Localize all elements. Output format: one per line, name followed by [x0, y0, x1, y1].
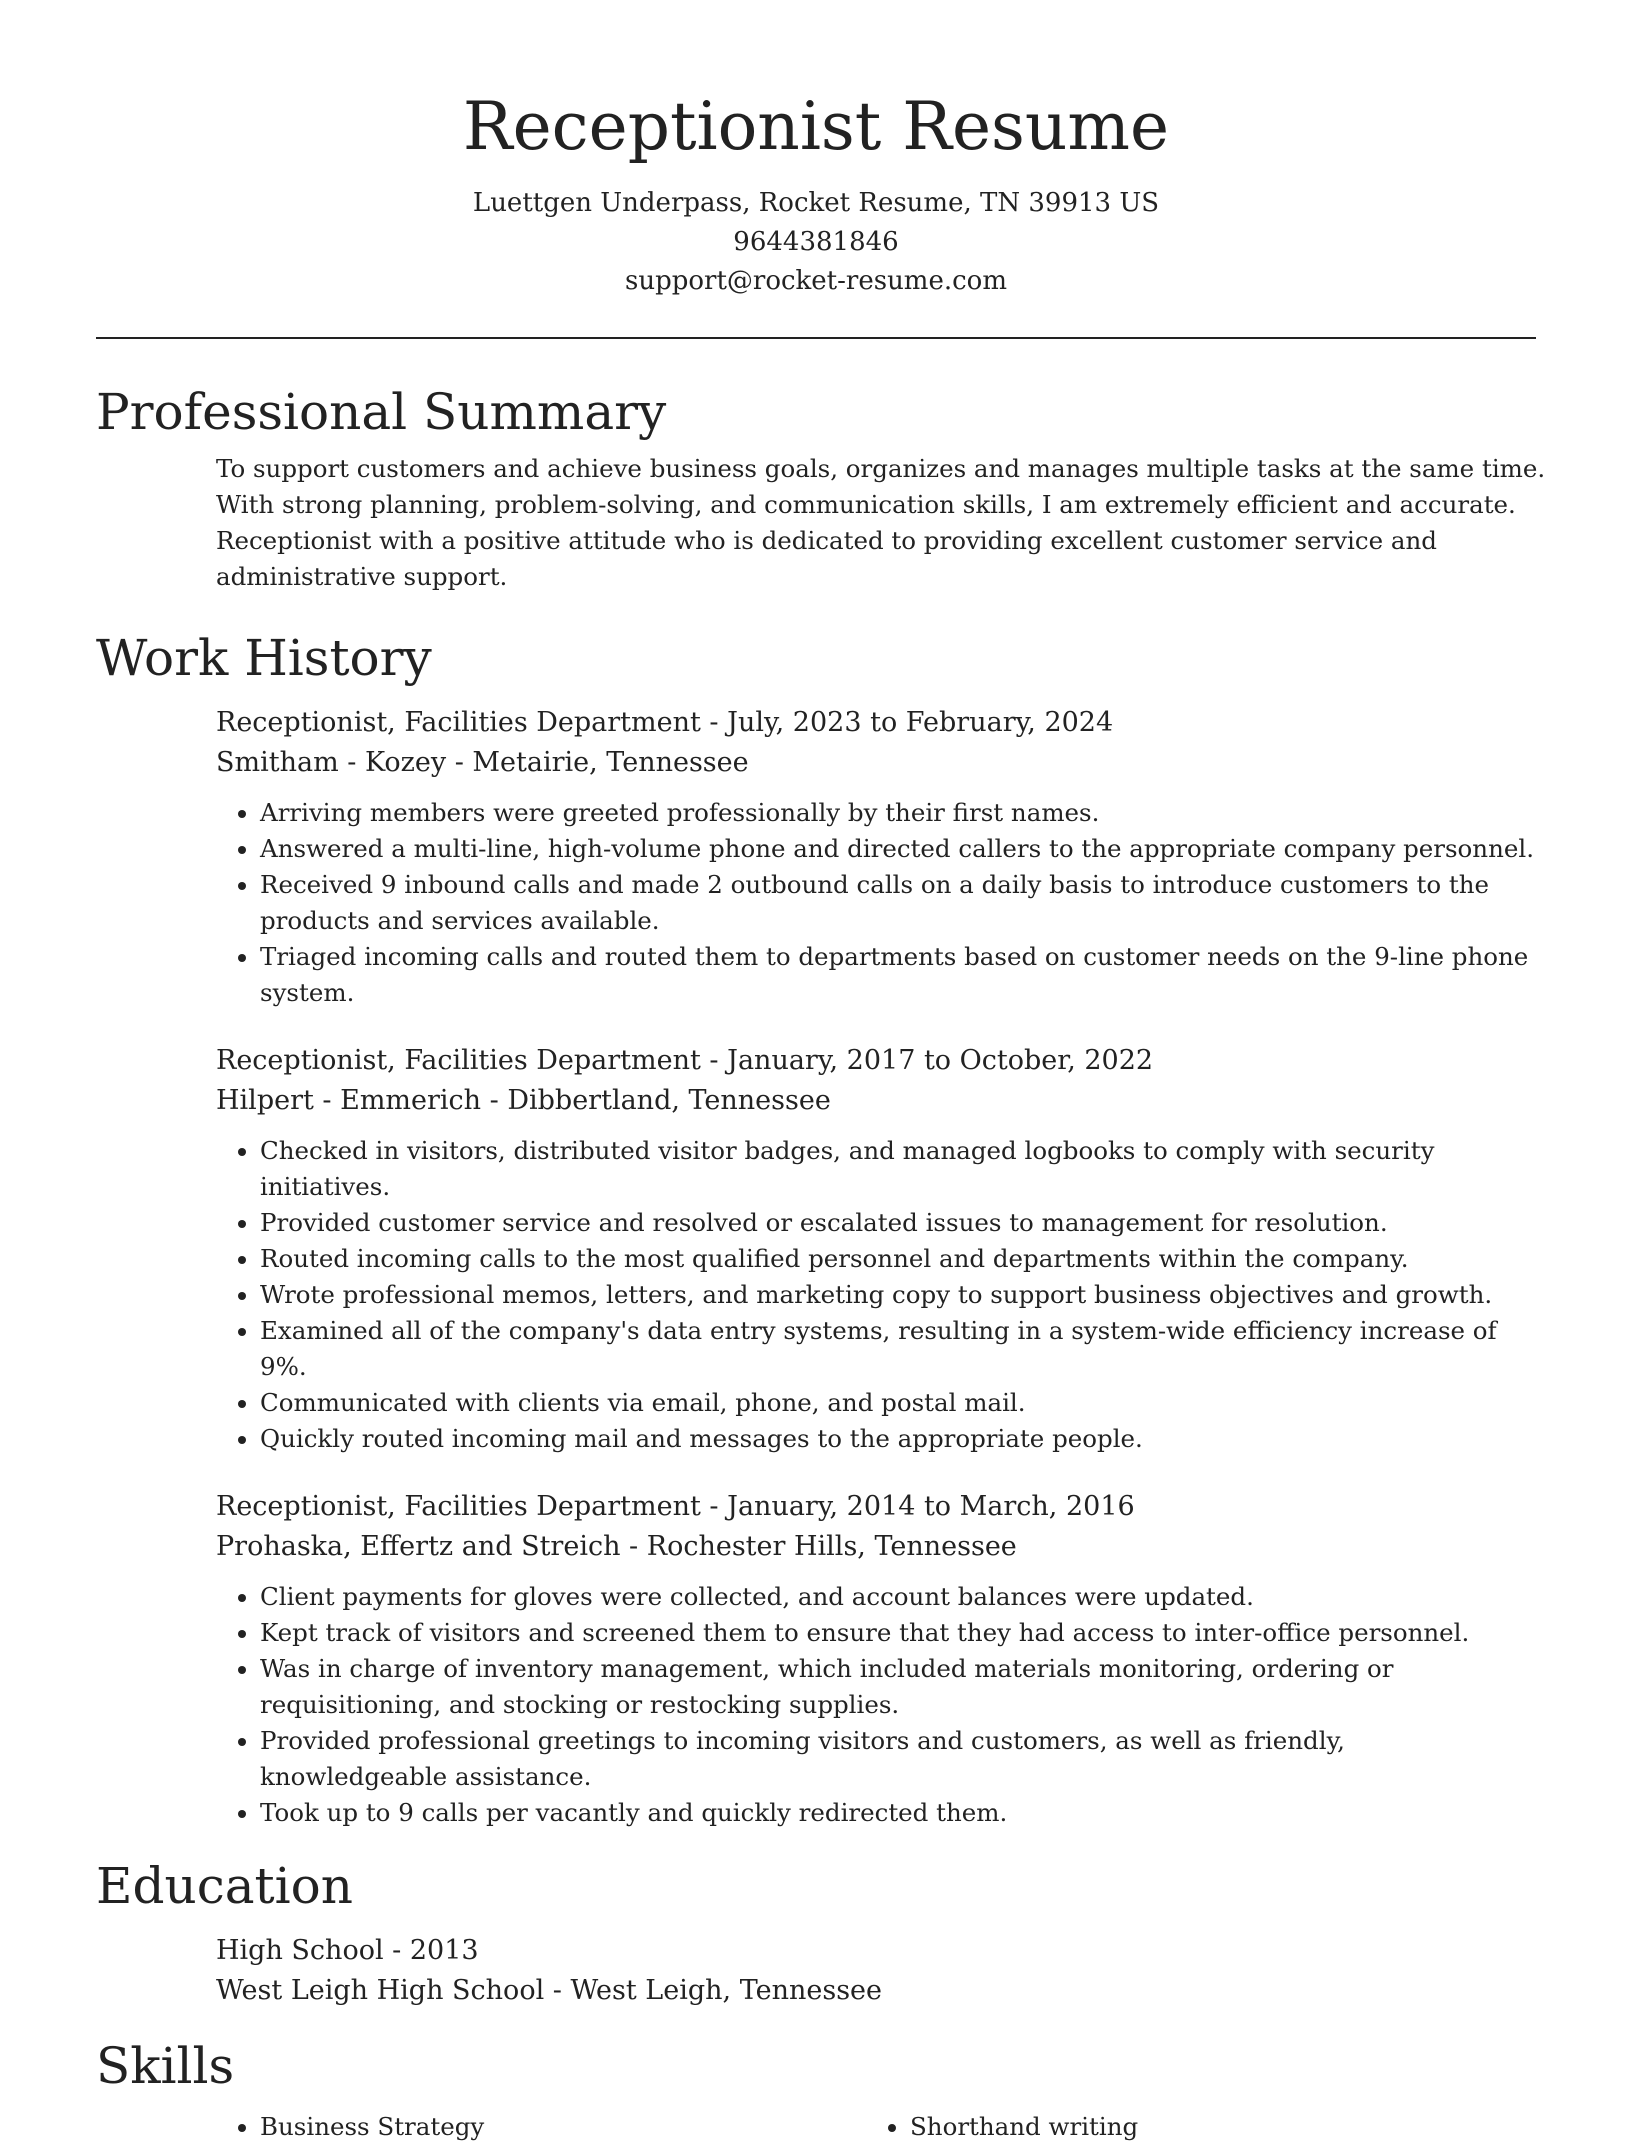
skills-list [866, 2109, 1516, 2145]
job-bullet: • Routed incoming calls to the most qualified personnel and departments within the company. [260, 1241, 1536, 1277]
education-school: West Leigh High School - West Leigh, Tennessee [216, 1975, 883, 2006]
header-divider [96, 337, 1536, 339]
education-section [96, 1853, 1536, 2011]
skills-list [216, 2109, 866, 2145]
job-bullet: • Wrote professional memos, letters, and marketing copy to support business objectives and growth. [260, 1277, 1536, 1313]
section-heading-summary: Professional Summary [96, 383, 667, 441]
professional-summary-section [96, 379, 1546, 595]
contact-phone: 9644381846 [733, 227, 899, 257]
job-bullet: • Provided professional greetings to incoming visitors and customers, as well as friendly, knowledgeable assistance. [260, 1723, 1536, 1795]
job-bullets [216, 795, 1536, 1011]
job-title: Receptionist, Facilities Department - July, 2023 to February, 2024 [216, 707, 1114, 738]
education-degree: High School - 2013 [216, 1935, 479, 1966]
skills-section [96, 2033, 1536, 2145]
job-bullet: • Arriving members were greeted professionally by their first names. [260, 795, 1536, 831]
job-bullet: • Was in charge of inventory management, which included materials monitoring, ordering or requisitioning, and stocking or restocking supplies. [260, 1651, 1536, 1723]
contact-info [96, 184, 1536, 301]
skill-item: • Shorthand writing [910, 2109, 1516, 2145]
contact-address: Luettgen Underpass, Rocket Resume, TN 39913 US [472, 188, 1160, 218]
job-bullets [216, 1133, 1536, 1457]
job-entry [216, 1041, 1536, 1457]
job-bullet: • Took up to 9 calls per vacantly and quickly redirected them. [260, 1795, 1536, 1831]
job-bullet: • Received 9 inbound calls and made 2 outbound calls on a daily basis to introduce customers to the products and services available. [260, 867, 1536, 939]
job-entry [216, 1487, 1536, 1831]
skills-column-left [216, 2109, 866, 2145]
job-bullet: • Quickly routed incoming mail and messages to the appropriate people. [260, 1421, 1536, 1457]
job-bullet: • Client payments for gloves were collected, and account balances were updated. [260, 1579, 1536, 1615]
section-heading-education: Education [96, 1857, 353, 1915]
skill-item: • Business Strategy [260, 2109, 866, 2145]
job-company: Smitham - Kozey - Metairie, Tennessee [216, 747, 749, 778]
resume-title: Receptionist Resume [462, 88, 1170, 165]
job-company: Hilpert - Emmerich - Dibbertland, Tennessee [216, 1085, 831, 1116]
job-entry [216, 703, 1536, 1011]
resume-header [96, 0, 1536, 301]
job-title: Receptionist, Facilities Department - January, 2014 to March, 2016 [216, 1491, 1135, 1522]
job-bullet: • Answered a multi-line, high-volume phone and directed callers to the appropriate company personnel. [260, 831, 1536, 867]
resume-page [96, 0, 1546, 2145]
job-bullet: • Checked in visitors, distributed visitor badges, and managed logbooks to comply with security initiatives. [260, 1133, 1536, 1205]
job-bullets [216, 1579, 1536, 1831]
section-heading-work: Work History [96, 629, 432, 687]
work-history-section [96, 625, 1536, 1831]
job-bullet: • Examined all of the company's data entry systems, resulting in a system-wide efficiency increase of 9%. [260, 1313, 1536, 1385]
contact-email: support@rocket-resume.com [624, 266, 1007, 296]
job-bullet: • Triaged incoming calls and routed them to departments based on customer needs on the 9-line phone system. [260, 939, 1536, 1011]
summary-text: To support customers and achieve business goals, organizes and manages multiple tasks at the same time. With strong planning, problem-solving, and communication skills, I am extremely efficient and accurate. Receptionist with a positive attitude who is dedicated to providing excellent customer service and administrative support. [216, 454, 1546, 591]
job-bullet: • Communicated with clients via email, phone, and postal mail. [260, 1385, 1536, 1421]
job-company: Prohaska, Effertz and Streich - Rochester Hills, Tennessee [216, 1531, 1017, 1562]
section-heading-skills: Skills [96, 2037, 235, 2095]
skills-grid [216, 2109, 1536, 2145]
job-bullet: • Kept track of visitors and screened them to ensure that they had access to inter-office personnel. [260, 1615, 1536, 1651]
skills-column-right [866, 2109, 1516, 2145]
job-bullet: • Provided customer service and resolved or escalated issues to management for resolution. [260, 1205, 1536, 1241]
job-title: Receptionist, Facilities Department - January, 2017 to October, 2022 [216, 1045, 1154, 1076]
